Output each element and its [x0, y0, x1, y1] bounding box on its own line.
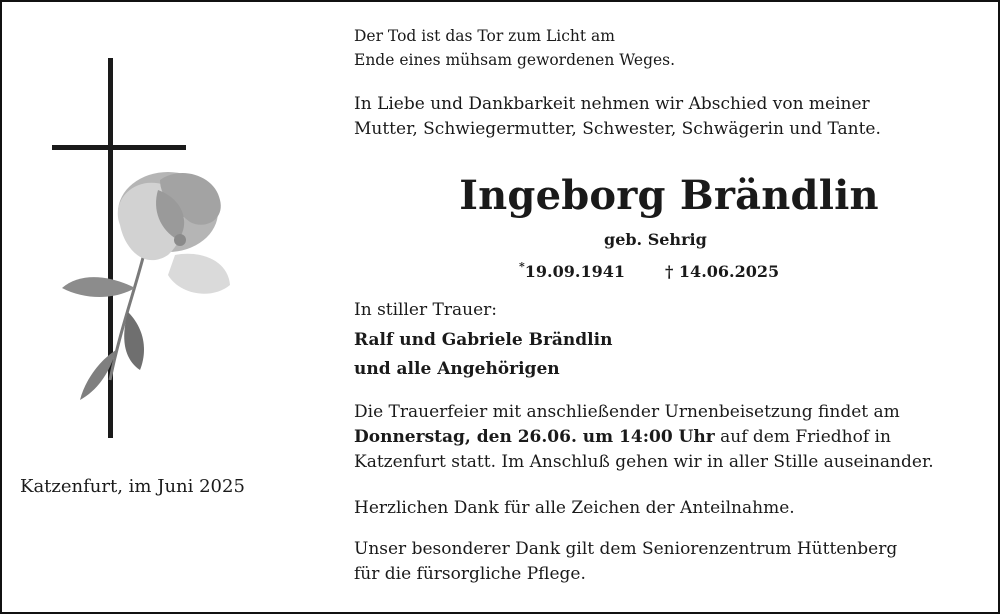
- intro-line-2: Mutter, Schwiegermutter, Schwester, Schwägerin und Tante.: [354, 119, 881, 139]
- funeral-line-1: Die Trauerfeier mit anschließender Urnenbeisetzung findet am: [354, 402, 900, 422]
- funeral-location: auf dem Friedhof in: [714, 427, 891, 447]
- special-thanks-line-2: für die fürsorgliche Pflege.: [354, 564, 586, 584]
- thanks-text: Herzlichen Dank für alle Zeichen der Anteilnahme.: [354, 498, 795, 518]
- mourners-label: In stiller Trauer:: [354, 300, 497, 320]
- funeral-datetime: Donnerstag, den 26.06. um 14:00 Uhr: [354, 427, 715, 447]
- life-dates: [519, 260, 779, 281]
- birth-symbol: *: [519, 260, 525, 273]
- special-thanks-line-1: Unser besonderer Dank gilt dem Seniorenzentrum Hüttenberg: [354, 539, 898, 559]
- mourners-line-2: und alle Angehörigen: [354, 359, 560, 379]
- special-thanks: [354, 537, 897, 587]
- funeral-line-2: [354, 425, 934, 450]
- motto: [354, 24, 675, 72]
- birth-name: geb. Sehrig: [604, 230, 707, 249]
- intro-line-1: In Liebe und Dankbarkeit nehmen wir Abschied von meiner: [354, 94, 870, 114]
- mourners-names: [354, 328, 612, 382]
- intro-text: [354, 92, 881, 142]
- deceased-name: Ingeborg Brändlin: [459, 172, 879, 219]
- mourners-line-1: Ralf und Gabriele Brändlin: [354, 330, 613, 350]
- motto-line-2: Ende eines mühsam gewordenen Weges.: [354, 51, 676, 69]
- death-symbol: †: [664, 262, 674, 281]
- death-date: 14.06.2025: [678, 262, 780, 281]
- funeral-info: [354, 400, 934, 475]
- funeral-line-3: Katzenfurt statt. Im Anschluß gehen wir in aller Stille auseinander.: [354, 452, 934, 472]
- birth-date: 19.09.1941: [524, 262, 625, 281]
- cross-with-rose-icon: [40, 50, 250, 450]
- motto-line-1: Der Tod ist das Tor zum Licht am: [354, 27, 615, 45]
- place-date: Katzenfurt, im Juni 2025: [20, 476, 245, 497]
- left-column: [0, 0, 300, 610]
